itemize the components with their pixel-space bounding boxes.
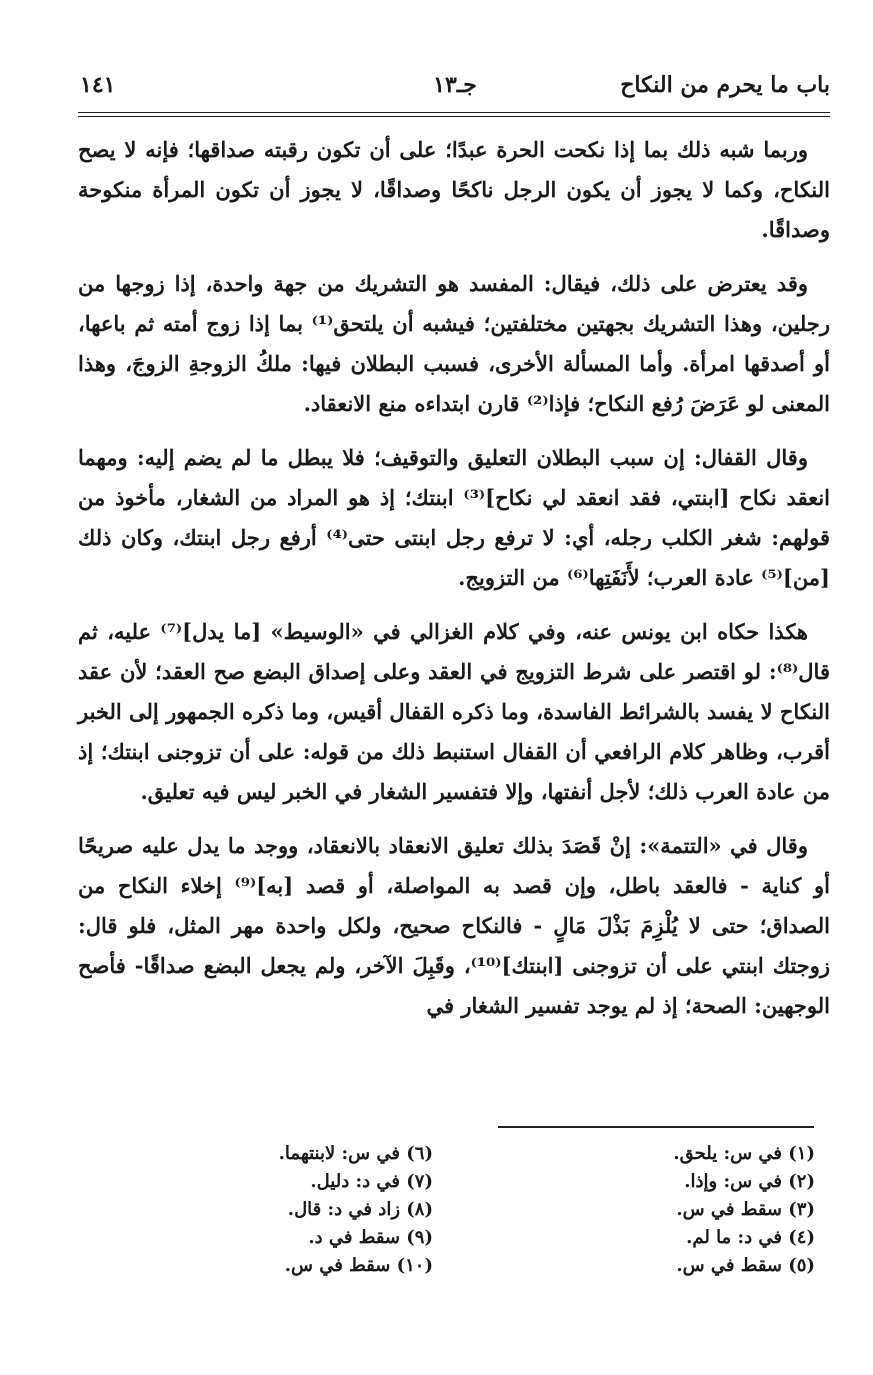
paragraph: وقال في «التتمة»: إنْ قَصَدَ بذلك تعليق الانعقاد بالانعقاد، ووجد ما يدل عليه صريحًا أو كناية - فالعقد باطل، وإن قصد به المواصلة، أو قصد [به]⁽⁹⁾ إخلاء النكاح من الصداق؛ حتى لا يُلْزِمَ بَذْلَ مَالٍ - فالنكاح صحيح، ولكل واحدة مهر المثل، فلو قال: زوجتك ابنتي على أن تزوجنى [ابنتك]⁽¹⁰⁾، وقَبِلَ الآخر، ولم يجعل البضع صداقًا- فأصح الوجهين: الصحة؛ إذ لم يوجد تفسير الشغار في bbox=[78, 833, 830, 1018]
footnote: (٤) في د: ما لم. bbox=[686, 1227, 815, 1248]
page-header bbox=[80, 72, 830, 112]
footnote-divider bbox=[498, 1126, 814, 1128]
footnote: (٦) في س: لابنتهما. bbox=[278, 1143, 433, 1164]
page-number: ١٤١ bbox=[80, 72, 116, 98]
footnote: (٣) سقط في س. bbox=[676, 1199, 815, 1220]
footnote: (٢) في س: وإذا. bbox=[684, 1171, 815, 1192]
paragraph: وقد يعترض على ذلك، فيقال: المفسد هو التشريك من جهة واحدة، إذا زوجها من رجلين، وهذا التشريك بجهتين مختلفتين؛ فيشبه أن يلتحق⁽¹⁾ بما إذا زوج أمته ثم باعها، أو أصدقها امرأة. وأما المسألة الأخرى، فسبب البطلان فيها: ملكُ الزوجةِ الزوجَ، وهذا المعنى لو عَرَضَ رُفع النكاح؛ فإذا⁽²⁾ قارن ابتداءه منع الانعقاد. bbox=[78, 271, 830, 416]
footnote: (١٠) سقط في س. bbox=[284, 1255, 433, 1276]
footnote: (١) في س: يلحق. bbox=[673, 1143, 815, 1164]
footnote: (٨) زاد في د: قال. bbox=[287, 1199, 433, 1220]
header-divider bbox=[78, 112, 830, 117]
footnote: (٩) سقط في د. bbox=[308, 1227, 433, 1248]
footnote: (٥) سقط في س. bbox=[676, 1255, 815, 1276]
footnotes-column-right bbox=[565, 1140, 815, 1280]
main-text bbox=[78, 130, 830, 1040]
footnote: (٧) في د: دليل. bbox=[310, 1171, 433, 1192]
paragraph: هكذا حكاه ابن يونس عنه، وفي كلام الغزالي في «الوسيط» [ما يدل]⁽⁷⁾ عليه، ثم قال⁽⁸⁾: لو اقتصر على شرط التزويج في العقد وعلى إصداق البضع صح العقد؛ لأن عقد النكاح لا يفسد بالشرائط الفاسدة، وما ذكره القفال أقيس، وما ذكره الجمهور إلى الخبر أقرب، وظاهر كلام الرافعي أن القفال استنبط ذلك من قوله: على أن تزوجنى ابنتك؛ إذ من عادة العرب ذلك؛ لأجل أنفتها، وإلا فتفسير الشغار في الخبر ليس فيه تعليق. bbox=[78, 619, 830, 804]
chapter-title: باب ما يحرم من النكاح bbox=[620, 72, 830, 98]
footnotes-column-left bbox=[193, 1140, 433, 1280]
paragraph: وربما شبه ذلك بما إذا نكحت الحرة عبدًا؛ على أن تكون رقبته صداقها؛ فإنه لا يصح النكاح، وكما لا يجوز أن يكون الرجل ناكحًا وصداقًا، لا يجوز أن تكون المرأة منكوحة وصداقًا. bbox=[78, 137, 830, 242]
paragraph: وقال القفال: إن سبب البطلان التعليق والتوقيف؛ فلا يبطل ما لم يضم إليه: ومهما انعقد نكاح [ابنتي، فقد انعقد لي نكاح]⁽³⁾ ابنتك؛ إذ هو المراد من الشغار، مأخوذ من قولهم: شغر الكلب رجله، أي: لا ترفع رجل ابنتى حتى⁽⁴⁾ أرفع رجل ابنتك، وكان ذلك [من]⁽⁵⁾ عادة العرب؛ لأَنَفَتِها⁽⁶⁾ من التزويج. bbox=[78, 445, 831, 590]
volume-label: جـ١٣ bbox=[433, 72, 477, 98]
